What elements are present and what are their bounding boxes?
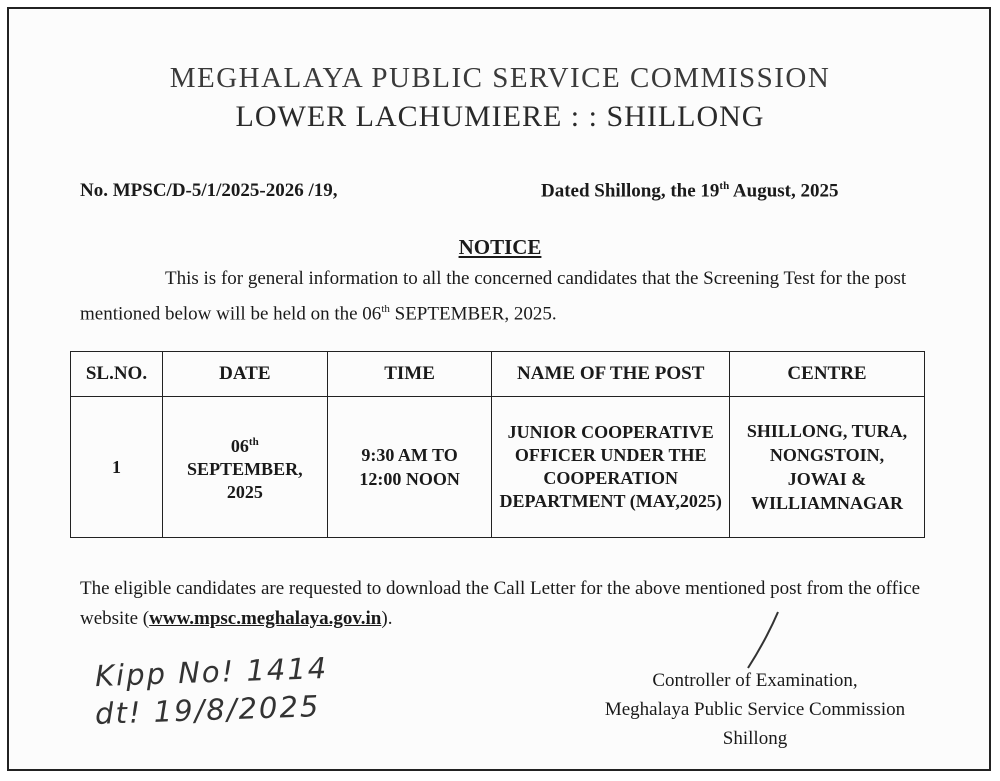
cell-date bbox=[162, 397, 327, 538]
dated-line bbox=[541, 180, 838, 202]
reference-number: No. MPSC/D-5/1/2025-2026 /19, bbox=[80, 180, 338, 201]
cell-post: JUNIOR COOPERATIVE OFFICER UNDER THE COOPERATION DEPARTMENT (MAY,2025) bbox=[492, 397, 730, 538]
handwritten-memo-number: Kipp No! 1414 bbox=[94, 650, 329, 694]
cell-time: 9:30 AM TO 12:00 NOON bbox=[327, 397, 492, 538]
handwritten-memo-date: dt! 19/8/2025 bbox=[94, 689, 321, 731]
signature-title: Controller of Examination, bbox=[652, 670, 858, 691]
cell-date-rest: SEPTEMBER, 2025 bbox=[187, 458, 303, 502]
notice-para-before: This is for general information to all the concerned candidates that the Screening Test for the post mentioned below will be held on the 06 bbox=[80, 268, 907, 325]
schedule-table bbox=[70, 351, 925, 538]
dated-suffix: August, 2025 bbox=[729, 180, 839, 202]
footer-paragraph bbox=[80, 574, 940, 634]
notice-title-text: NOTICE bbox=[458, 235, 542, 259]
header-centre: CENTRE bbox=[730, 352, 925, 397]
footer-para-before: The eligible candidates are requested to download the Call Letter for the above mentioned post from the office website ( bbox=[80, 578, 921, 629]
header-post: NAME OF THE POST bbox=[492, 352, 730, 397]
header-commission-name: MEGHALAYA PUBLIC SERVICE COMMISSION bbox=[169, 62, 831, 94]
header-date: DATE bbox=[162, 352, 327, 397]
notice-para-after: SEPTEMBER, 2025. bbox=[389, 303, 557, 325]
signature-block bbox=[580, 666, 930, 753]
cell-centre: SHILLONG, TURA, NONGSTOIN, JOWAI & WILLIAMNAGAR bbox=[730, 397, 925, 538]
table-header-row bbox=[71, 352, 925, 397]
signature-organisation: Meghalaya Public Service Commission bbox=[604, 699, 906, 720]
cell-date-day: 06 bbox=[230, 435, 249, 456]
dated-sup: th bbox=[719, 180, 730, 192]
cell-sl-no: 1 bbox=[71, 397, 163, 538]
signature-mark bbox=[740, 608, 790, 672]
notice-title bbox=[0, 235, 1000, 260]
dated-prefix: Dated Shillong, the 19 bbox=[541, 180, 720, 202]
header-address: LOWER LACHUMIERE : : SHILLONG bbox=[235, 100, 765, 133]
table-row bbox=[71, 397, 925, 538]
header-time: TIME bbox=[327, 352, 492, 397]
notice-paragraph bbox=[80, 264, 920, 329]
footer-para-after: ). bbox=[381, 608, 393, 629]
signature-location: Shillong bbox=[722, 728, 788, 749]
website-link[interactable]: www.mpsc.meghalaya.gov.in bbox=[149, 608, 382, 629]
cell-date-sup: th bbox=[248, 435, 259, 448]
notice-para-sup: th bbox=[381, 303, 390, 315]
header-sl-no: SL.NO. bbox=[71, 352, 163, 397]
